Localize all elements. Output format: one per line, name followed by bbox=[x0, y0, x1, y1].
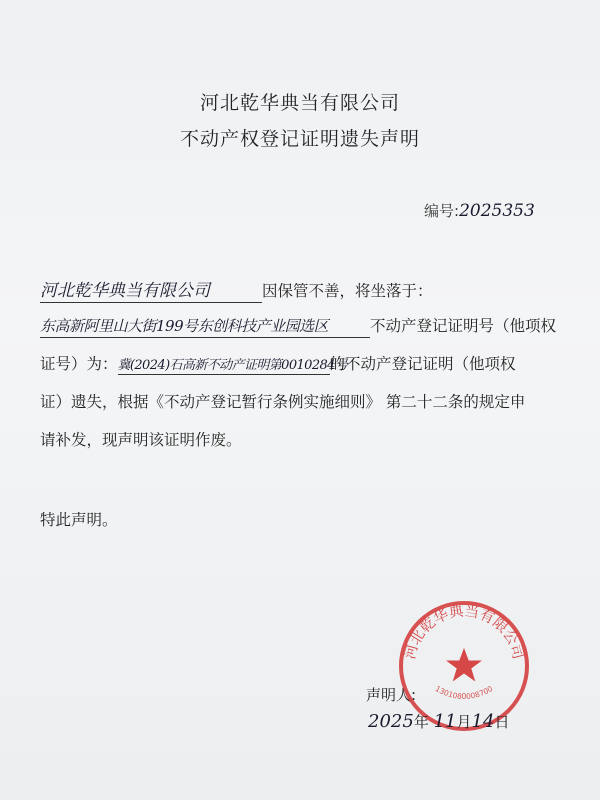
location-handwritten: 东高新阿里山大街199号东创科技产业园选区 bbox=[40, 315, 370, 338]
date-year: 2025 bbox=[368, 711, 414, 732]
statement-title: 不动产权登记证明遗失声明 bbox=[179, 128, 420, 150]
body-text-1: 因保管不善，将坐落于： bbox=[262, 282, 433, 300]
star-icon bbox=[446, 648, 482, 682]
date-day-char: 日 bbox=[494, 713, 510, 731]
date-line bbox=[368, 711, 509, 732]
date-month-char: 月 bbox=[456, 713, 472, 731]
closing-text: 特此声明。 bbox=[40, 511, 118, 529]
body-line-3 bbox=[40, 352, 516, 375]
date-year-char: 年 bbox=[413, 713, 429, 731]
number-value: 2025353 bbox=[459, 201, 535, 221]
body-line-2 bbox=[40, 314, 556, 338]
seal-code: 1301080008700 bbox=[433, 684, 495, 701]
company-name-handwritten: 河北乾华典当有限公司 bbox=[40, 276, 262, 303]
declarant-label: 声明人: bbox=[366, 686, 417, 704]
seal-text: 河北乾华典当有限公司 bbox=[402, 603, 526, 662]
document-number bbox=[424, 200, 535, 221]
certificate-number-handwritten: 冀(2024)石高新不动产证明第0010284号 bbox=[118, 354, 330, 375]
body-text-2: 不动产登记证明号（他项权 bbox=[370, 317, 557, 335]
body-line-4: 证）遗失，根据《不动产登记暂行条例实施细则》 第二十二条的规定申 bbox=[40, 393, 526, 411]
company-title: 河北乾华典当有限公司 bbox=[199, 92, 400, 114]
date-month: 11 bbox=[433, 711, 457, 732]
number-label: 编号: bbox=[424, 202, 460, 220]
body-text-3b: 的不动产登记证明（他项权 bbox=[329, 355, 516, 373]
date-day: 14 bbox=[471, 711, 495, 732]
body-text-3a: 证号）为： bbox=[40, 355, 118, 373]
body-line-5: 请补发，现声明该证明作废。 bbox=[40, 431, 242, 449]
body-line-1 bbox=[40, 276, 433, 303]
